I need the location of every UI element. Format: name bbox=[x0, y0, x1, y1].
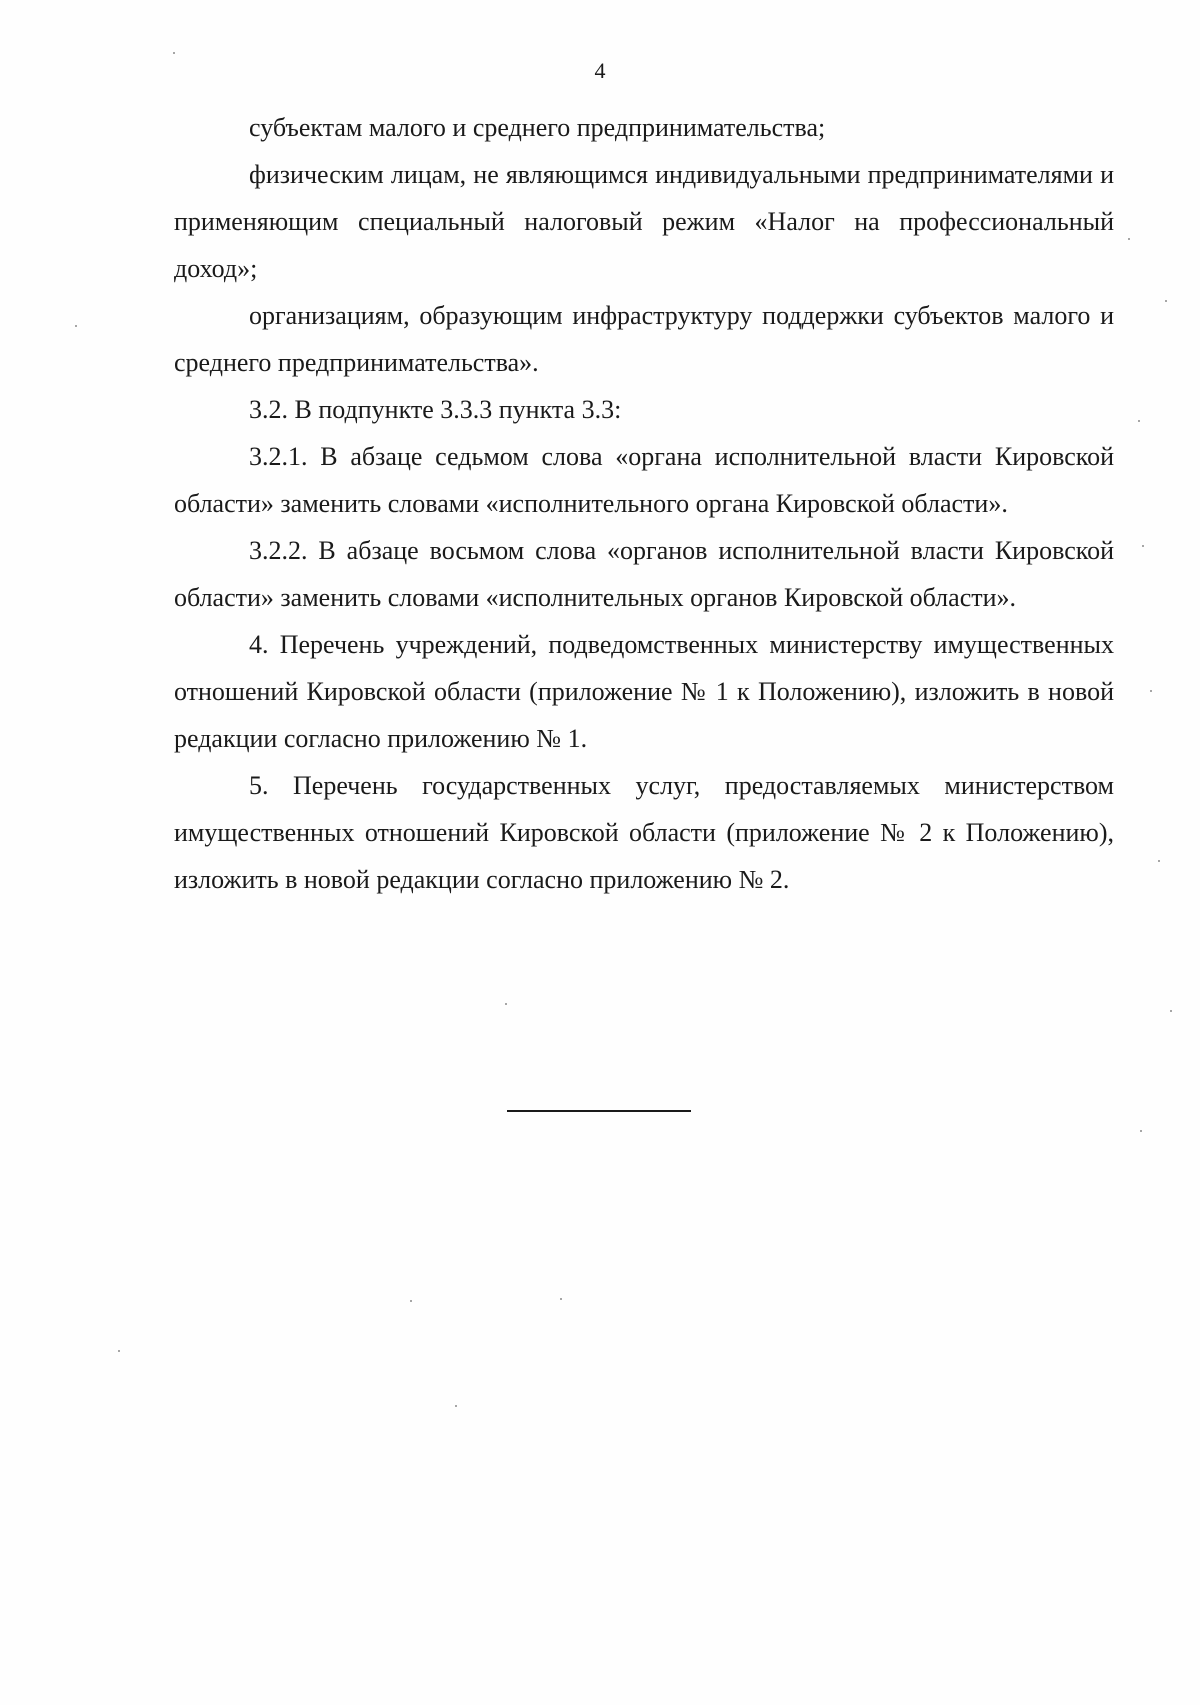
scan-speck bbox=[505, 1003, 507, 1005]
paragraph-infrastructure-organizations: организациям, образующим инфраструктуру поддержки субъектов малого и среднего предпринимательства». bbox=[174, 301, 1114, 377]
scan-speck bbox=[1138, 420, 1140, 422]
scan-speck bbox=[1140, 1130, 1142, 1132]
paragraph-4: 4. Перечень учреждений, подведомственных министерству имущественных отношений Кировской области (приложение № 1 к Положению), изложить в новой редакции согласно приложению № 1. bbox=[174, 630, 1114, 753]
scan-speck bbox=[410, 1300, 412, 1302]
scan-speck bbox=[1150, 690, 1152, 692]
scan-speck bbox=[1170, 1010, 1172, 1012]
scan-speck bbox=[1128, 238, 1130, 240]
paragraph-individuals: физическим лицам, не являющимся индивидуальными предпринимателями и применяющим специальный налоговый режим «Налог на профессиональный доход»; bbox=[174, 160, 1114, 283]
scan-speck bbox=[455, 1405, 457, 1407]
paragraph-3-2: 3.2. В подпункте 3.3.3 пункта 3.3: bbox=[249, 395, 622, 424]
paragraph-3-2-2: 3.2.2. В абзаце восьмом слова «органов исполнительной власти Кировской области» заменить словами «исполнительных органов Кировской области». bbox=[174, 536, 1114, 612]
paragraph-5: 5. Перечень государственных услуг, предоставляемых министерством имущественных отношений Кировской области (приложение № 2 к Положению), изложить в новой редакции согласно приложению № 2. bbox=[174, 771, 1114, 894]
document-body bbox=[174, 104, 1114, 903]
scan-speck bbox=[118, 1350, 120, 1352]
scan-speck bbox=[75, 325, 77, 327]
scan-speck bbox=[1165, 300, 1167, 302]
scan-speck bbox=[560, 1298, 562, 1300]
scan-speck bbox=[1142, 545, 1144, 547]
scan-speck bbox=[173, 52, 175, 54]
paragraph-small-medium-business: субъектам малого и среднего предпринимательства; bbox=[249, 113, 826, 142]
end-separator-line bbox=[507, 1110, 691, 1112]
scan-speck bbox=[1158, 860, 1160, 862]
paragraph-3-2-1: 3.2.1. В абзаце седьмом слова «органа исполнительной власти Кировской области» заменить словами «исполнительного органа Кировской области». bbox=[174, 442, 1114, 518]
page-number: 4 bbox=[594, 58, 606, 83]
